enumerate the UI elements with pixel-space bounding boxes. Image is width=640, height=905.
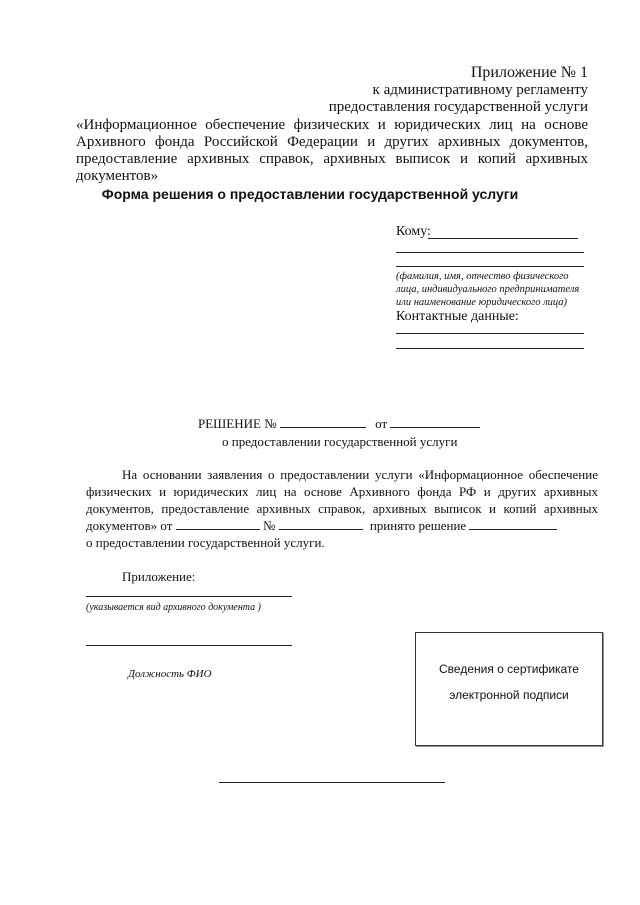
bottom-separator <box>219 782 445 783</box>
e-signature-box <box>415 632 603 746</box>
service-name-line-2: Архивного фонда Российской Федерации и других архивных документов, <box>76 134 588 150</box>
regulation-reference: к административному регламенту <box>372 82 588 98</box>
application-date-field <box>176 517 260 530</box>
body-line-3: документов, предоставление архивных справок, архивных выписок и копий архивных <box>86 501 598 516</box>
application-number-field <box>279 517 363 530</box>
recipient-field-line-2 <box>396 252 584 253</box>
contacts-label: Контактные данные: <box>396 309 519 324</box>
decision-number-field <box>280 415 366 428</box>
body-decision-text: принято решение <box>369 518 467 533</box>
body-line-4 <box>86 517 598 534</box>
decision-from-label: от <box>375 416 388 431</box>
body-from-text: документов» от <box>86 518 173 533</box>
recipient-label: Кому: <box>396 224 431 239</box>
position-name-label: Должность ФИО <box>128 668 212 680</box>
recipient-hint-2: лица, индивидуального предпринимателя <box>396 284 580 295</box>
contacts-field-line <box>396 333 584 334</box>
service-name-line-3: предоставление архивных справок, архивных выписок и копий архивных <box>76 151 588 167</box>
service-reference: предоставления государственной услуги <box>328 99 588 115</box>
decision-number-row <box>198 415 480 432</box>
body-line-1: На основании заявления о предоставлении услуги «Информационное обеспечение <box>122 467 598 482</box>
decision-date-field <box>390 415 480 428</box>
recipient-field-line-3 <box>396 266 584 267</box>
recipient-hint-3: или наименование юридического лица) <box>396 297 568 308</box>
decision-field <box>469 517 557 530</box>
service-name-line-4: документов» <box>76 168 159 184</box>
decision-subtitle: о предоставлении государственной услуги <box>222 434 458 449</box>
attachment-hint: (указывается вид архивного документа ) <box>86 602 261 613</box>
cert-line-1: Сведения о сертификате <box>439 662 579 676</box>
attachment-field-line <box>86 596 292 597</box>
recipient-hint-1: (фамилия, имя, отчество физического <box>396 271 569 282</box>
appendix-number: Приложение № 1 <box>470 64 588 81</box>
decision-label: РЕШЕНИЕ № <box>198 416 277 431</box>
recipient-field-line <box>428 238 578 239</box>
decision-body <box>86 466 598 551</box>
body-number-label: № <box>262 518 276 533</box>
body-line-5: о предоставлении государственной услуги. <box>86 535 325 550</box>
attachment-label: Приложение: <box>122 569 196 584</box>
cert-line-2: электронной подписи <box>449 688 569 702</box>
signature-field-line <box>86 645 292 646</box>
service-name-line-1: «Информационное обеспечение физических и юридических лиц на основе <box>76 117 588 133</box>
contacts-field-line-2 <box>396 348 584 349</box>
body-line-2: физических и юридических лиц на основе Архивного фонда РФ и других архивных <box>86 484 598 499</box>
form-title: Форма решения о предоставлении государственной услуги <box>101 186 519 202</box>
